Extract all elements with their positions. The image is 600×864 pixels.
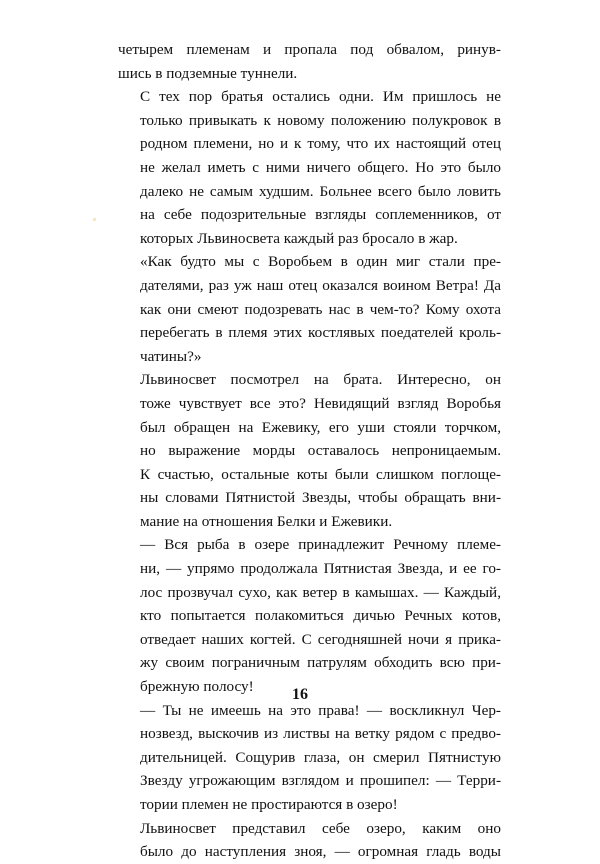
text-line: нозвезд, выскочив из листвы на ветку рядом с предво- [140,725,501,743]
text-line: был обращен на Ежевику, его уши стояли торчком, [140,418,501,436]
text-line: отведает наших когтей. С сегодняшней ночи я прика- [140,630,501,648]
text-line: только привыкать к новому положению полукровок в [140,111,501,129]
paragraph-5 [118,533,501,698]
text-line: ни, — упрямо продолжала Пятнистая Звезда, и ее го- [140,560,501,578]
text-line: родном племени, но и к тому, что их настоящий отец [140,135,501,153]
text-line: было до наступления зноя, — огромная гладь воды [140,843,501,861]
text-line: на себе подозрительные взгляды соплеменников, от [140,206,501,224]
text-line: которых Львиносвета каждый раз бросало в жар. [140,229,458,247]
paragraph-3 [118,250,501,368]
paragraph-6 [118,699,501,817]
text-line: — Вся рыба в озере принадлежит Речному племе- [140,536,501,554]
text-line: далеко не самым худшим. Больнее всего было ловить [140,182,501,200]
text-line: Львиносвет представил себе озеро, каким оно [140,819,501,837]
text-line: лос прозвучал сухо, как ветер в камышах. — Каждый, [140,583,501,601]
paragraph-7 [118,817,501,864]
text-line: С тех пор братья остались одни. Им пришлось не [140,88,501,106]
text-line: Звезду угрожающим взглядом и прошипел: — Терри- [140,772,501,790]
text-line: шись в подземные туннели. [118,64,298,82]
text-line: кто попытается полакомиться дичью Речных котов, [140,607,501,625]
text-line: Львиносвет посмотрел на брата. Интересно, он [140,371,501,389]
text-line: но выражение морды оставалось непроницаемым. [140,442,501,460]
paragraph-4 [118,368,501,533]
text-line: ны словами Пятнистой Звезды, чтобы обращать вни- [140,489,501,507]
text-line: дительницей. Сощурив глаза, он смерил Пятнистую [140,748,501,766]
text-line: не желал иметь с ними ничего общего. Но это было [140,158,501,176]
text-line: как они смеют подозревать нас в чем-то? Кому охота [140,300,501,318]
paragraph-1 [118,38,501,85]
text-line: дателями, раз уж наш отец оказался воином Ветра! Да [140,276,501,294]
page-number: 16 [292,686,308,703]
text-line: — Ты не имеешь на это права! — воскликнул Чер- [140,701,501,719]
text-line: брежную полосу! [140,678,254,696]
text-line: тоже чувствует все это? Невидящий взгляд Воробья [140,394,501,412]
text-line: К счастью, остальные коты были слишком поглоще- [140,465,501,483]
text-line: «Как будто мы с Воробьем в один миг стали пре- [140,253,501,271]
text-line: перебегать в племя этих костлявых поедателей кроль- [140,324,501,342]
book-page-text [118,38,501,864]
scan-speck [93,218,96,221]
text-line: четырем племенам и пропала под обвалом, ринув- [118,41,501,58]
text-line: тории племен не простираются в озеро! [140,796,398,813]
text-line: мание на отношения Белки и Ежевики. [140,512,393,530]
text-line: жу своим пограничным патрулям обходить всю при- [140,654,501,672]
paragraph-2 [118,85,501,250]
text-line: чатины?» [140,347,202,365]
